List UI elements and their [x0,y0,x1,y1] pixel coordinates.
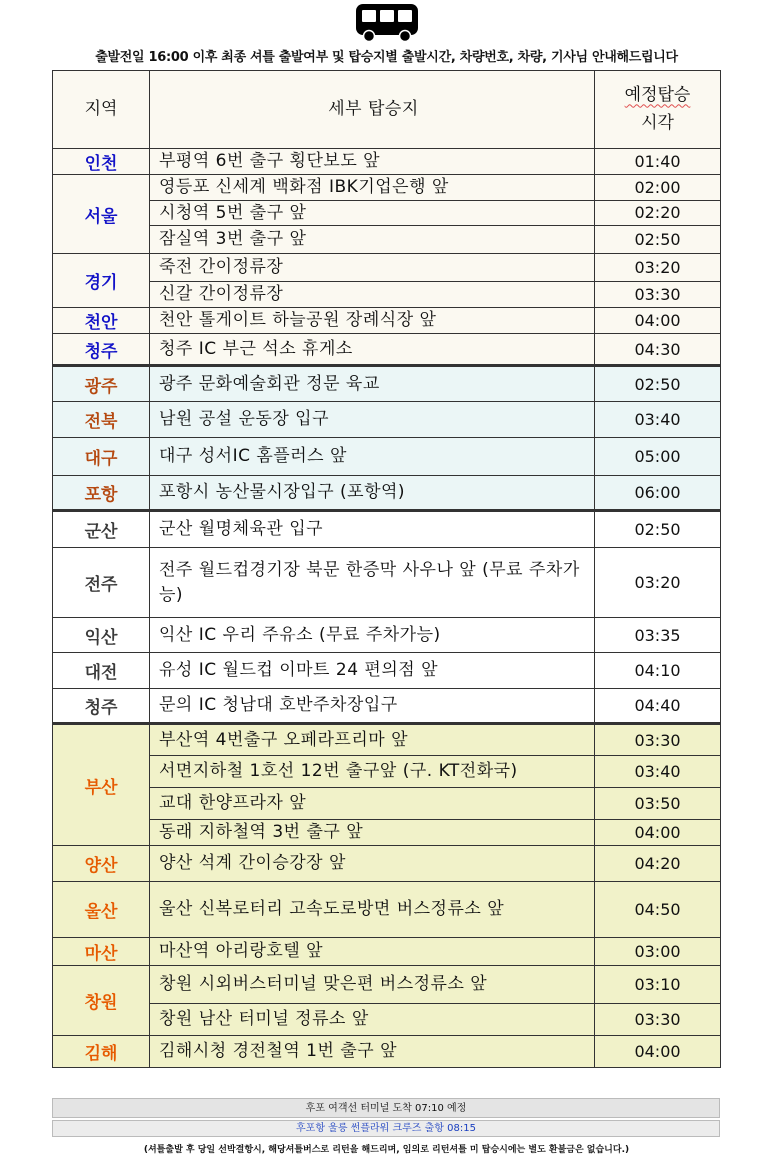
table-row [53,653,721,689]
region-cell: 포항 [53,476,150,511]
header-time-line1: 예정탑승 [624,85,691,106]
time-cell: 02:20 [595,200,721,226]
table-row [53,334,721,366]
region-cell: 청주 [53,689,150,724]
region-cell: 청주 [53,334,150,366]
time-cell: 03:50 [595,788,721,820]
table-row [53,438,721,476]
table-row [53,756,721,788]
time-cell: 04:40 [595,689,721,724]
header-place: 세부 탑승지 [150,71,595,149]
place-cell: 광주 문화예술회관 정문 육교 [150,366,595,402]
table-row [53,200,721,226]
region-cell: 인천 [53,149,150,175]
time-cell: 02:50 [595,226,721,254]
region-cell: 창원 [53,966,150,1036]
time-cell: 04:20 [595,846,721,882]
place-cell: 마산역 아리랑호텔 앞 [150,938,595,966]
region-cell: 마산 [53,938,150,966]
region-cell: 대전 [53,653,150,689]
table-row [53,149,721,175]
departure-note: 후포항 울릉 썬플라워 크루즈 출항 08:15 [52,1120,720,1137]
table-row [53,788,721,820]
region-cell: 경기 [53,254,150,308]
place-cell: 시청역 5번 출구 앞 [150,200,595,226]
place-cell: 동래 지하철역 3번 출구 앞 [150,820,595,846]
table-row [53,226,721,254]
time-cell: 04:00 [595,308,721,334]
table-row [53,254,721,282]
time-cell: 04:00 [595,1036,721,1068]
place-cell: 창원 남산 터미널 정류소 앞 [150,1004,595,1036]
place-cell: 울산 신복로터리 고속도로방면 버스정류소 앞 [150,882,595,938]
table-row [53,724,721,756]
arrival-note: 후포 여객선 터미널 도착 07:10 예정 [52,1098,720,1118]
place-cell: 포항시 농산물시장입구 (포항역) [150,476,595,511]
time-cell: 02:00 [595,175,721,201]
place-cell: 잠실역 3번 출구 앞 [150,226,595,254]
table-row [53,689,721,724]
region-cell: 김해 [53,1036,150,1068]
time-cell: 04:30 [595,334,721,366]
place-cell: 양산 석계 간이승강장 앞 [150,846,595,882]
table-row [53,1036,721,1068]
table-row [53,938,721,966]
region-cell: 익산 [53,618,150,653]
notice-text: 출발전일 16:00 이후 최종 셔틀 출발여부 및 탑승지별 출발시간, 차량번호, 차량, 기사님 안내해드립니다 [95,50,678,65]
table-row [53,282,721,308]
table-row [53,820,721,846]
bus-icon [354,4,420,42]
time-cell: 03:20 [595,254,721,282]
place-cell: 부평역 6번 출구 횡단보도 앞 [150,149,595,175]
table-row [53,846,721,882]
header-time [595,71,721,149]
disclaimer-note: (셔틀출발 후 당일 선박결항시, 해당셔틀버스로 리턴을 해드리며, 임의로 리턴셔틀 미 탑승시에는 별도 환불금은 없습니다.) [143,1145,630,1155]
region-cell: 군산 [53,511,150,548]
region-cell: 천안 [53,308,150,334]
place-cell: 서면지하철 1호선 12번 출구앞 (구. KT전화국) [150,756,595,788]
table-row [53,548,721,618]
time-cell: 03:35 [595,618,721,653]
place-cell: 영등포 신세계 백화점 IBK기업은행 앞 [150,175,595,201]
region-cell: 전주 [53,548,150,618]
place-cell: 군산 월명체육관 입구 [150,511,595,548]
table-row [53,511,721,548]
header-time-line2: 시각 [641,112,674,133]
time-cell: 03:40 [595,402,721,438]
table-row [53,175,721,201]
time-cell: 03:30 [595,282,721,308]
region-cell: 부산 [53,724,150,846]
table-row [53,476,721,511]
table-header-row [53,71,721,149]
place-cell: 문의 IC 청남대 호반주차장입구 [150,689,595,724]
region-cell: 전북 [53,402,150,438]
time-cell: 03:30 [595,724,721,756]
place-cell: 청주 IC 부근 석소 휴게소 [150,334,595,366]
time-cell: 04:10 [595,653,721,689]
table-row [53,618,721,653]
table-row [53,366,721,402]
place-cell: 대구 성서IC 홈플러스 앞 [150,438,595,476]
time-cell: 03:40 [595,756,721,788]
region-cell: 광주 [53,366,150,402]
place-cell: 남원 공설 운동장 입구 [150,402,595,438]
time-cell: 03:10 [595,966,721,1004]
table-row [53,882,721,938]
time-cell: 06:00 [595,476,721,511]
shuttle-schedule-table [52,70,721,1068]
place-cell: 교대 한양프라자 앞 [150,788,595,820]
place-cell: 부산역 4번출구 오페라프리마 앞 [150,724,595,756]
place-cell: 유성 IC 월드컵 이마트 24 편의점 앞 [150,653,595,689]
table-row [53,1004,721,1036]
time-cell: 03:30 [595,1004,721,1036]
place-cell: 천안 톨게이트 하늘공원 장례식장 앞 [150,308,595,334]
place-cell: 김해시청 경전철역 1번 출구 앞 [150,1036,595,1068]
time-cell: 03:20 [595,548,721,618]
table-row [53,402,721,438]
table-row [53,966,721,1004]
time-cell: 02:50 [595,511,721,548]
region-cell: 서울 [53,175,150,254]
time-cell: 04:50 [595,882,721,938]
time-cell: 04:00 [595,820,721,846]
table-row [53,308,721,334]
region-cell: 대구 [53,438,150,476]
region-cell: 울산 [53,882,150,938]
header-region: 지역 [53,71,150,149]
place-cell: 창원 시외버스터미널 맞은편 버스정류소 앞 [150,966,595,1004]
time-cell: 01:40 [595,149,721,175]
time-cell: 02:50 [595,366,721,402]
place-cell: 전주 월드컵경기장 북문 한증막 사우나 앞 (무료 주차가능) [150,548,595,618]
time-cell: 05:00 [595,438,721,476]
place-cell: 익산 IC 우리 주유소 (무료 주차가능) [150,618,595,653]
region-cell: 양산 [53,846,150,882]
place-cell: 신갈 간이정류장 [150,282,595,308]
time-cell: 03:00 [595,938,721,966]
place-cell: 죽전 간이정류장 [150,254,595,282]
